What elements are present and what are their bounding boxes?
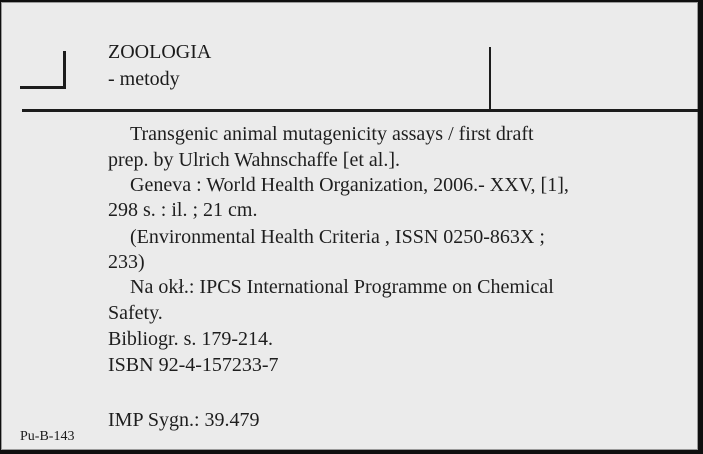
bibliography-note: Bibliogr. s. 179-214. [108,328,274,350]
note-line-2: Safety. [108,302,163,324]
subject-subdivision: - metody [108,68,180,90]
subject-heading: ZOOLOGIA [108,41,212,63]
vertical-rule [489,47,491,111]
title-line-1: Transgenic animal mutagenicity assays / first draft [130,123,534,145]
isbn: ISBN 92-4-157233-7 [108,354,279,376]
note-line-1: Na okł.: IPCS International Programme on Chemical [130,276,554,298]
corner-bracket-mark [20,51,66,89]
shelf-mark: Pu-B-143 [20,429,75,444]
horizontal-rule [22,109,698,112]
imprint-line-2: 298 s. : il. ; 21 cm. [108,199,258,221]
call-number: IMP Sygn.: 39.479 [108,409,260,431]
title-line-2: prep. by Ulrich Wahnschaffe [et al.]. [108,149,400,171]
catalog-card [1,2,698,450]
series-line-2: 233) [108,251,145,273]
imprint-line-1: Geneva : World Health Organization, 2006.- XXV, [1], [130,174,569,196]
series-line-1: (Environmental Health Criteria , ISSN 0250-863X ; [130,226,545,248]
